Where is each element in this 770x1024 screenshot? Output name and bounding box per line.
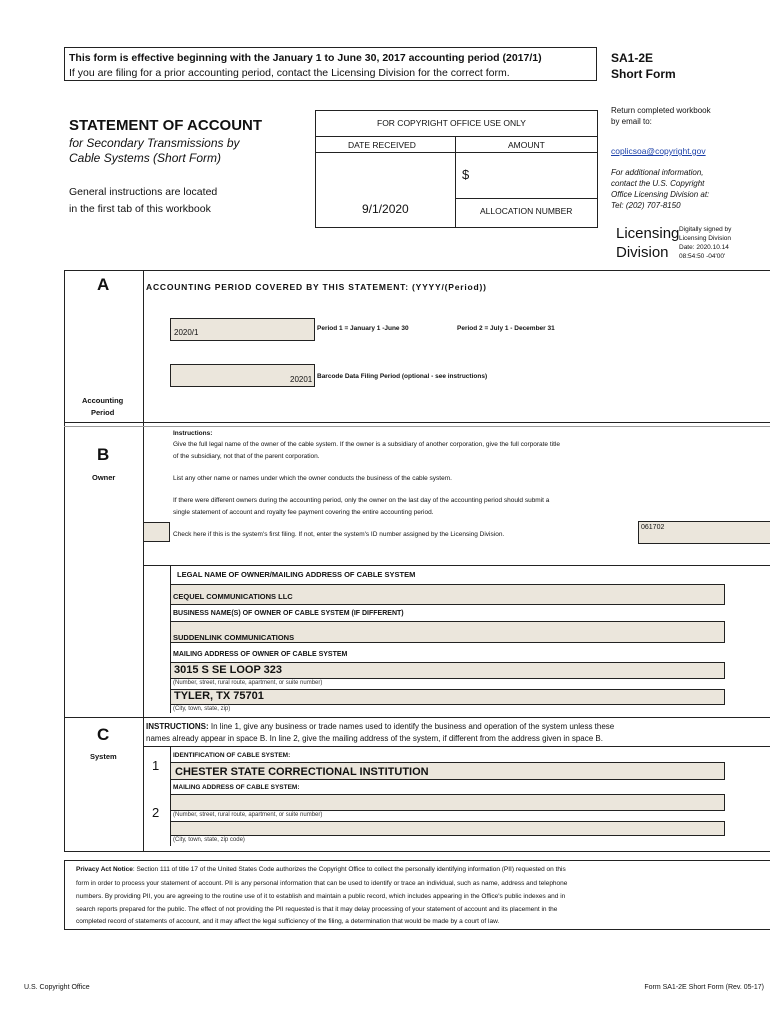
section-b-instr-3: List any other name or names under which the owner conducts the business of the cable system. — [173, 475, 452, 482]
privacy-line-5: completed record of statements of account, and it may affect the legal sufficiency of the filing, a determination that would be made by a court of law. — [76, 918, 500, 925]
owner-street-value: 3015 S SE LOOP 323 — [174, 664, 283, 676]
date-received-value[interactable]: 9/1/2020 — [362, 202, 409, 216]
legal-name-label: LEGAL NAME OF OWNER/MAILING ADDRESS OF CABLE SYSTEM — [177, 570, 416, 579]
effective-line: This form is effective beginning with the January 1 to June 30, 2017 accounting period (2017/1) — [69, 52, 542, 64]
barcode-label: Barcode Data Filing Period (optional - see instructions) — [317, 373, 488, 380]
accounting-period-value: 2020/1 — [174, 328, 199, 337]
section-a-letter: A — [97, 275, 110, 294]
section-a-side-2: Period — [91, 408, 115, 417]
signature-name-2: Division — [616, 244, 669, 261]
signature-line-1: Digitally signed by — [679, 226, 732, 233]
return-email-link[interactable]: coplicsoa@copyright.gov — [611, 146, 706, 156]
section-c-line-1-num: 1 — [152, 758, 160, 773]
section-a-heading: ACCOUNTING PERIOD COVERED BY THIS STATEMENT: (YYYY/(Period)) — [146, 282, 487, 292]
dollar-sign: $ — [462, 167, 470, 182]
allocation-number-label: ALLOCATION NUMBER — [480, 206, 573, 216]
cable-system-city-input[interactable] — [170, 821, 725, 836]
section-c-instr-head: INSTRUCTIONS: — [146, 722, 209, 731]
signature-line-4: 08:54:50 -04'00' — [679, 253, 726, 260]
cable-system-id-label: IDENTIFICATION OF CABLE SYSTEM: — [173, 752, 291, 759]
section-c-line-2-num: 2 — [152, 805, 160, 820]
owner-city-value: TYLER, TX 75701 — [174, 690, 264, 702]
form-code: SA1-2E — [611, 51, 654, 65]
section-a-side-1: Accounting — [82, 396, 124, 405]
section-b-instr-4: If there were different owners during the accounting period, only the owner on the last day of the accounting period should submit a — [173, 497, 550, 504]
prior-period-line: If you are filing for a prior accounting period, contact the Licensing Division for the correct form. — [69, 67, 510, 79]
cable-system-id-value: CHESTER STATE CORRECTIONAL INSTITUTION — [175, 766, 429, 778]
first-filing-checkbox[interactable] — [143, 522, 170, 542]
section-c-letter: C — [97, 725, 110, 744]
form-type: Short Form — [611, 67, 676, 81]
footer-right: Form SA1-2E Short Form (Rev. 05-17) — [644, 984, 764, 991]
office-use-heading: FOR COPYRIGHT OFFICE USE ONLY — [377, 118, 526, 128]
section-b-instr-2: of the subsidiary, not that of the parent corporation. — [173, 453, 320, 460]
owner-city-hint: (City, town, state, zip) — [173, 706, 231, 712]
system-id-value: 061702 — [641, 524, 665, 531]
section-c-instructions — [146, 722, 614, 731]
owner-street-hint: (Number, street, rural route, apartment, or suite number) — [173, 680, 323, 686]
return-line-1: Return completed workbook — [611, 106, 711, 115]
period-2-note: Period 2 = July 1 - December 31 — [457, 325, 555, 332]
cable-system-mailing-label: MAILING ADDRESS OF CABLE SYSTEM: — [173, 784, 300, 791]
business-name-value: SUDDENLINK COMMUNICATIONS — [173, 633, 295, 642]
info-line-2: contact the U.S. Copyright — [611, 179, 705, 188]
info-line-4: Tel: (202) 707-8150 — [611, 201, 681, 210]
section-b-instr-1: Give the full legal name of the owner of the cable system. If the owner is a subsidiary of another corporation, give the full corporate title — [173, 441, 560, 448]
privacy-line-3: numbers. By providing PII, you are agreeing to the routine use of it to establish and maintain a public record, which includes appearing in the Office's public indexes and in — [76, 893, 566, 900]
first-filing-label: Check here if this is the system's first filing. If not, enter the system's ID number assigned by the Licensing Division. — [173, 531, 505, 538]
owner-mailing-label: MAILING ADDRESS OF OWNER OF CABLE SYSTEM — [173, 651, 348, 658]
section-b-side: Owner — [92, 473, 116, 482]
privacy-label: Privacy Act Notice — [76, 866, 133, 873]
cable-system-city-hint: (City, town, state, zip code) — [173, 837, 245, 843]
amount-label: AMOUNT — [508, 140, 545, 150]
general-instructions-1: General instructions are located — [69, 186, 218, 198]
section-b-instr-5: single statement of account and royalty fee payment covering the entire accounting period. — [173, 509, 434, 516]
return-line-2: by email to: — [611, 117, 652, 126]
info-line-1: For additional information, — [611, 168, 704, 177]
page-title: STATEMENT OF ACCOUNT — [69, 117, 263, 134]
business-names-label: BUSINESS NAME(S) OF OWNER OF CABLE SYSTEM (IF DIFFERENT) — [173, 610, 404, 617]
privacy-line-1-text: : Section 111 of title 17 of the United States Code authorizes the Copyright Office to collect the personally identifying information (PII) requested on this — [132, 866, 566, 873]
footer-left: U.S. Copyright Office — [24, 984, 90, 991]
date-received-label: DATE RECEIVED — [348, 140, 416, 150]
section-b-instr-head: Instructions: — [173, 430, 213, 437]
barcode-period-value: 20201 — [290, 375, 313, 384]
signature-line-2: Licensing Division — [679, 235, 732, 242]
privacy-line-4: search reports prepared for the public. The effect of not providing the PII requested is that it may delay processing of your statement of account and its placement in the — [76, 906, 558, 913]
section-b-letter: B — [97, 445, 110, 464]
cable-system-street-hint: (Number, street, rural route, apartment, or suite number) — [173, 812, 323, 818]
general-instructions-2: in the first tab of this workbook — [69, 203, 211, 215]
period-1-note: Period 1 = January 1 -June 30 — [317, 325, 409, 332]
info-line-3: Office Licensing Division at: — [611, 190, 710, 199]
section-c-side: System — [90, 752, 117, 761]
signature-line-3: Date: 2020.10.14 — [679, 244, 729, 251]
section-c-instr-1: In line 1, give any business or trade names used to identify the business and operation of the system unless these — [208, 722, 615, 731]
cable-system-street-input[interactable] — [170, 794, 725, 811]
subtitle-line-2: Cable Systems (Short Form) — [69, 151, 222, 165]
subtitle-line-1: for Secondary Transmissions by — [69, 136, 240, 150]
privacy-line-2: form in order to process your statement of account. PII is any personal information that can be used to identify or trace an individual, such as name, address and telephone — [76, 880, 568, 887]
signature-name-1: Licensing — [616, 225, 680, 242]
legal-name-value: CEQUEL COMMUNICATIONS LLC — [173, 592, 293, 601]
privacy-line-1 — [76, 866, 566, 873]
section-c-instr-2: names already appear in space B. In line 2, give the mailing address of the system, if different from the address given in space B. — [146, 734, 603, 743]
